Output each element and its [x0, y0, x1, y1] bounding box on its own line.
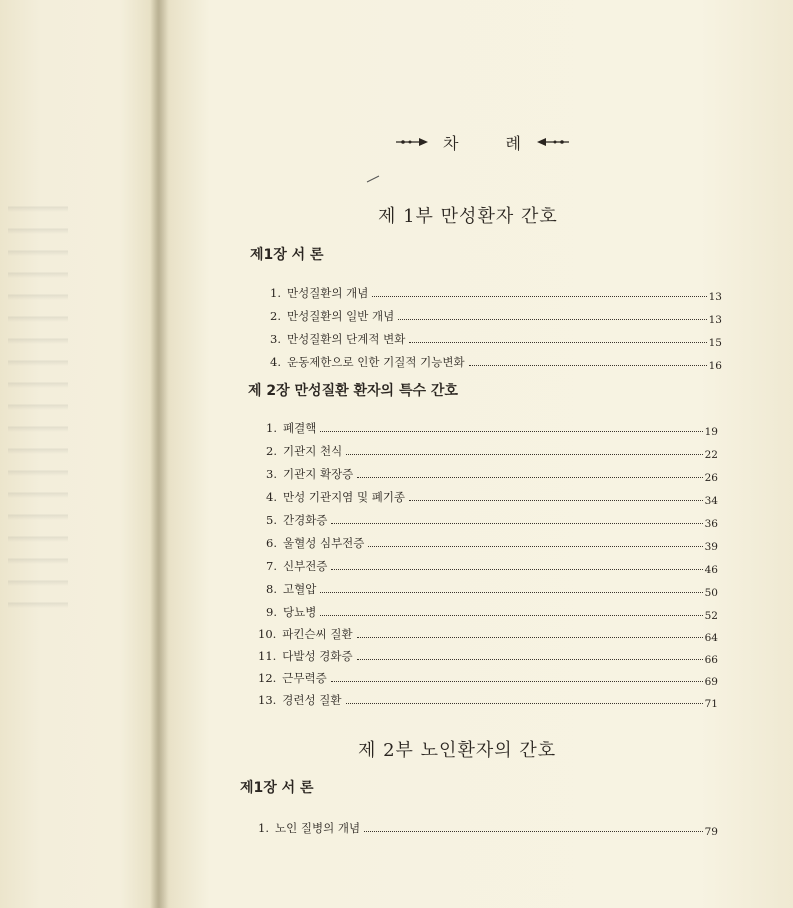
toc-entry[interactable]: [258, 687, 718, 710]
toc-entry[interactable]: [270, 349, 722, 372]
part-heading: 제 2부 노인환자의 간호: [358, 740, 557, 761]
entry-number: 1.: [258, 821, 269, 835]
toc-entry[interactable]: [266, 438, 718, 461]
entry-number: 1.: [266, 421, 277, 435]
toc-title-right: 례: [505, 133, 522, 153]
entry-title: 근무력증: [282, 671, 327, 685]
entry-page: 26: [704, 472, 718, 484]
entry-page: 13: [708, 314, 722, 326]
entry-page: 15: [708, 337, 722, 349]
ornament-right-icon: [536, 137, 570, 147]
entry-page: 36: [704, 518, 718, 530]
entry-number: 1.: [270, 286, 281, 300]
entry-number: 9.: [266, 605, 277, 619]
dot-leader: [331, 680, 703, 682]
toc-entry[interactable]: [258, 621, 718, 644]
bleed-through-text: [8, 190, 68, 610]
toc-entry[interactable]: [258, 815, 718, 838]
entry-title: 만성질환의 단계적 변화: [286, 332, 406, 346]
chapter-heading: 제1장 서 론: [240, 780, 314, 796]
entry-page: 19: [704, 426, 718, 438]
toc-entry[interactable]: [266, 507, 718, 530]
toc-entry[interactable]: [266, 553, 718, 576]
entry-title: 만성 기관지염 및 폐기종: [282, 490, 406, 504]
entry-page: 34: [704, 495, 718, 507]
dot-leader: [320, 430, 702, 432]
entry-number: 13.: [258, 693, 277, 707]
dot-leader: [346, 453, 702, 455]
entry-number: 2.: [270, 309, 281, 323]
dot-leader: [357, 476, 702, 478]
toc-entry[interactable]: [270, 326, 722, 349]
entry-number: 3.: [270, 332, 281, 346]
entry-title: 운동제한으로 인한 기질적 기능변화: [286, 355, 465, 369]
ornament-left-icon: [395, 137, 429, 147]
book-spine-shadow: [150, 0, 168, 908]
toc-entry[interactable]: [266, 484, 718, 507]
chapter-heading: 제1장 서 론: [250, 247, 324, 263]
entry-title: 기관지 확장증: [282, 467, 354, 481]
part-heading: 제 1부 만성환자 간호: [378, 206, 558, 227]
entry-page: 79: [704, 826, 718, 838]
entry-number: 12.: [258, 671, 277, 685]
toc-entry[interactable]: [258, 643, 718, 666]
toc-entry[interactable]: [266, 576, 718, 599]
entry-title: 경련성 질환: [282, 693, 342, 707]
entry-title: 당뇨병: [282, 605, 317, 619]
entry-number: 10.: [258, 627, 277, 641]
entry-page: 50: [704, 587, 718, 599]
entry-number: 4.: [270, 355, 281, 369]
entry-title: 간경화증: [282, 513, 328, 527]
entry-page: 69: [704, 676, 718, 688]
dot-leader: [357, 658, 703, 660]
entry-number: 5.: [266, 513, 277, 527]
dot-leader: [372, 295, 706, 297]
entry-title: 노인 질병의 개념: [274, 821, 361, 835]
entry-page: 71: [704, 698, 718, 710]
entry-page: 52: [704, 610, 718, 622]
entry-page: 64: [704, 632, 718, 644]
entry-number: 2.: [266, 444, 277, 458]
entry-title: 신부전증: [282, 559, 328, 573]
entry-title: 폐결핵: [282, 421, 317, 435]
entry-title: 파킨슨씨 질환: [282, 627, 353, 641]
entry-page: 22: [704, 449, 718, 461]
dot-leader: [331, 522, 702, 524]
dot-leader: [320, 614, 702, 616]
entry-page: 13: [708, 291, 722, 303]
toc-title: [395, 128, 570, 156]
entry-number: 4.: [266, 490, 277, 504]
dot-leader: [364, 830, 703, 832]
toc-entry[interactable]: [270, 303, 722, 326]
entry-number: 3.: [266, 467, 277, 481]
pencil-mark-icon: [366, 175, 380, 183]
entry-number: 11.: [258, 649, 277, 663]
toc-entry[interactable]: [258, 665, 718, 688]
toc-entry[interactable]: [266, 530, 718, 553]
entry-title: 만성질환의 일반 개념: [286, 309, 395, 323]
dot-leader: [368, 545, 702, 547]
entry-title: 만성질환의 개념: [286, 286, 369, 300]
dot-leader: [409, 341, 706, 343]
entry-title: 기관지 천식: [282, 444, 343, 458]
toc-title-left: 차: [443, 133, 460, 153]
dot-leader: [398, 318, 706, 320]
toc-entry[interactable]: [266, 461, 718, 484]
entry-title: 다발성 경화증: [282, 649, 353, 663]
entry-number: 8.: [266, 582, 277, 596]
chapter-heading: 제 2장 만성질환 환자의 특수 간호: [248, 383, 458, 399]
entry-page: 46: [704, 564, 718, 576]
entry-title: 울혈성 심부전증: [282, 536, 365, 550]
dot-leader: [469, 364, 707, 366]
dot-leader: [357, 636, 703, 638]
entry-page: 16: [708, 360, 722, 372]
toc-entry[interactable]: [270, 280, 722, 303]
dot-leader: [346, 702, 703, 704]
entry-page: 66: [704, 654, 718, 666]
dot-leader: [320, 591, 702, 593]
toc-entry[interactable]: [266, 415, 718, 438]
entry-title: 고혈압: [282, 582, 317, 596]
entry-page: 39: [704, 541, 718, 553]
entry-number: 7.: [266, 559, 277, 573]
toc-entry[interactable]: [266, 599, 718, 622]
entry-number: 6.: [266, 536, 277, 550]
dot-leader: [331, 568, 702, 570]
dot-leader: [409, 499, 703, 501]
